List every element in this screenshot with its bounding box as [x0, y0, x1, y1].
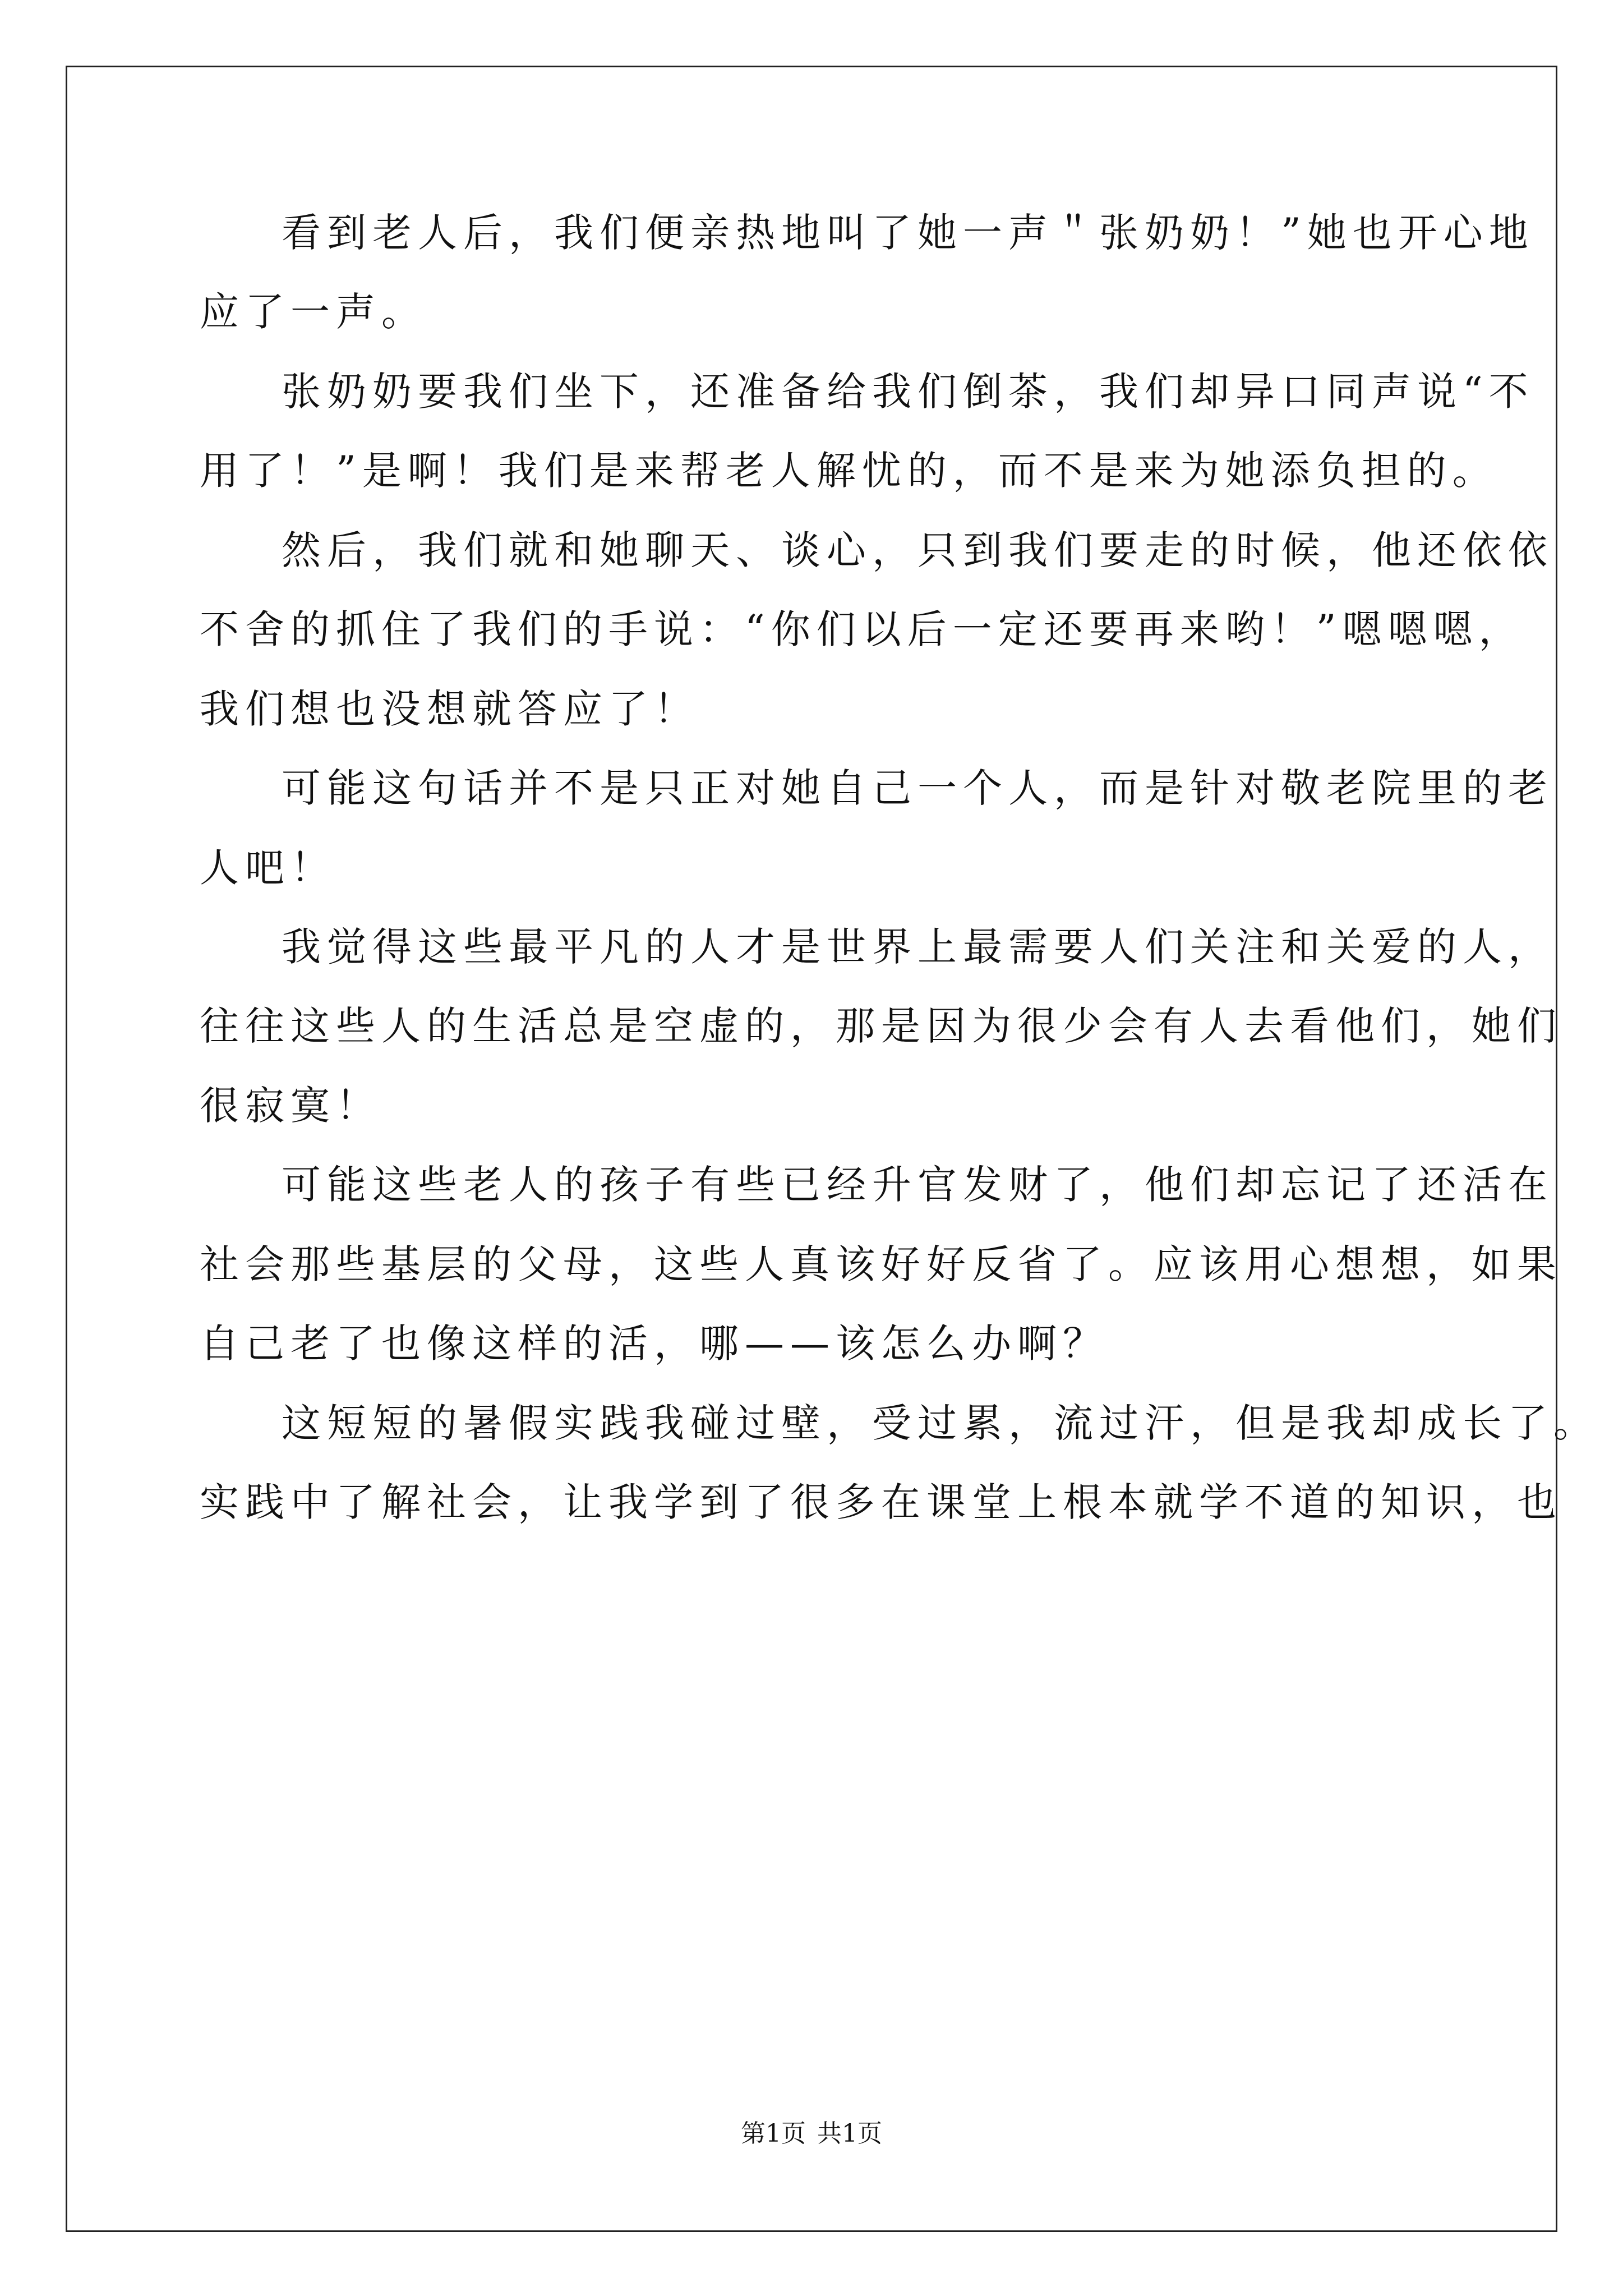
- paragraph-3-line-2: 不舍的抓住了我们的手说：“你们以后一定还要再来哟！”嗯嗯嗯，: [200, 606, 1524, 652]
- paragraph-6-line-2: 社会那些基层的父母，这些人真该好好反省了。应该用心想想，如果: [200, 1241, 1562, 1287]
- paragraph-1-line-1: 看到老人后，我们便亲热地叫了她一声＂张奶奶！”她也开心地: [282, 210, 1534, 256]
- paragraph-7-line-2: 实践中了解社会，让我学到了很多在课堂上根本就学不道的知识，也: [200, 1479, 1562, 1525]
- paragraph-2-line-1: 张奶奶要我们坐下，还准备给我们倒茶，我们却异口同声说“不: [282, 369, 1534, 415]
- paragraph-7-line-1: 这短短的暑假实践我碰过壁，受过累，流过汗，但是我却成长了。: [282, 1400, 1599, 1446]
- paragraph-3-line-1: 然后，我们就和她聊天、谈心，只到我们要走的时候，他还依依: [282, 527, 1553, 573]
- paragraph-2-line-2: 用了！”是啊！我们是来帮老人解忧的，而不是来为她添负担的。: [200, 448, 1498, 494]
- paragraph-6-line-1: 可能这些老人的孩子有些已经升官发财了，他们却忘记了还活在: [282, 1162, 1553, 1208]
- page-footer: [0, 2117, 1623, 2151]
- paragraph-1-line-2: 应了一声。: [200, 289, 427, 335]
- paragraph-4-line-1: 可能这句话并不是只正对她自己一个人，而是针对敬老院里的老: [282, 765, 1553, 811]
- paragraph-5-line-1: 我觉得这些最平凡的人才是世界上最需要人们关注和关爱的人，: [282, 924, 1553, 970]
- paragraph-5-line-2: 往往这些人的生活总是空虚的，那是因为很少会有人去看他们，她们: [200, 1003, 1562, 1049]
- paragraph-6-line-3: 自己老了也像这样的活，哪——该怎么办啊？: [200, 1320, 1108, 1366]
- paragraph-5-line-3: 很寂寞！: [200, 1083, 381, 1129]
- page-number: 第1页: [741, 2119, 806, 2148]
- paragraph-3-line-3: 我们想也没想就答应了！: [200, 686, 699, 732]
- page-total: 共1页: [817, 2119, 882, 2148]
- paragraph-4-line-2: 人吧！: [200, 845, 336, 891]
